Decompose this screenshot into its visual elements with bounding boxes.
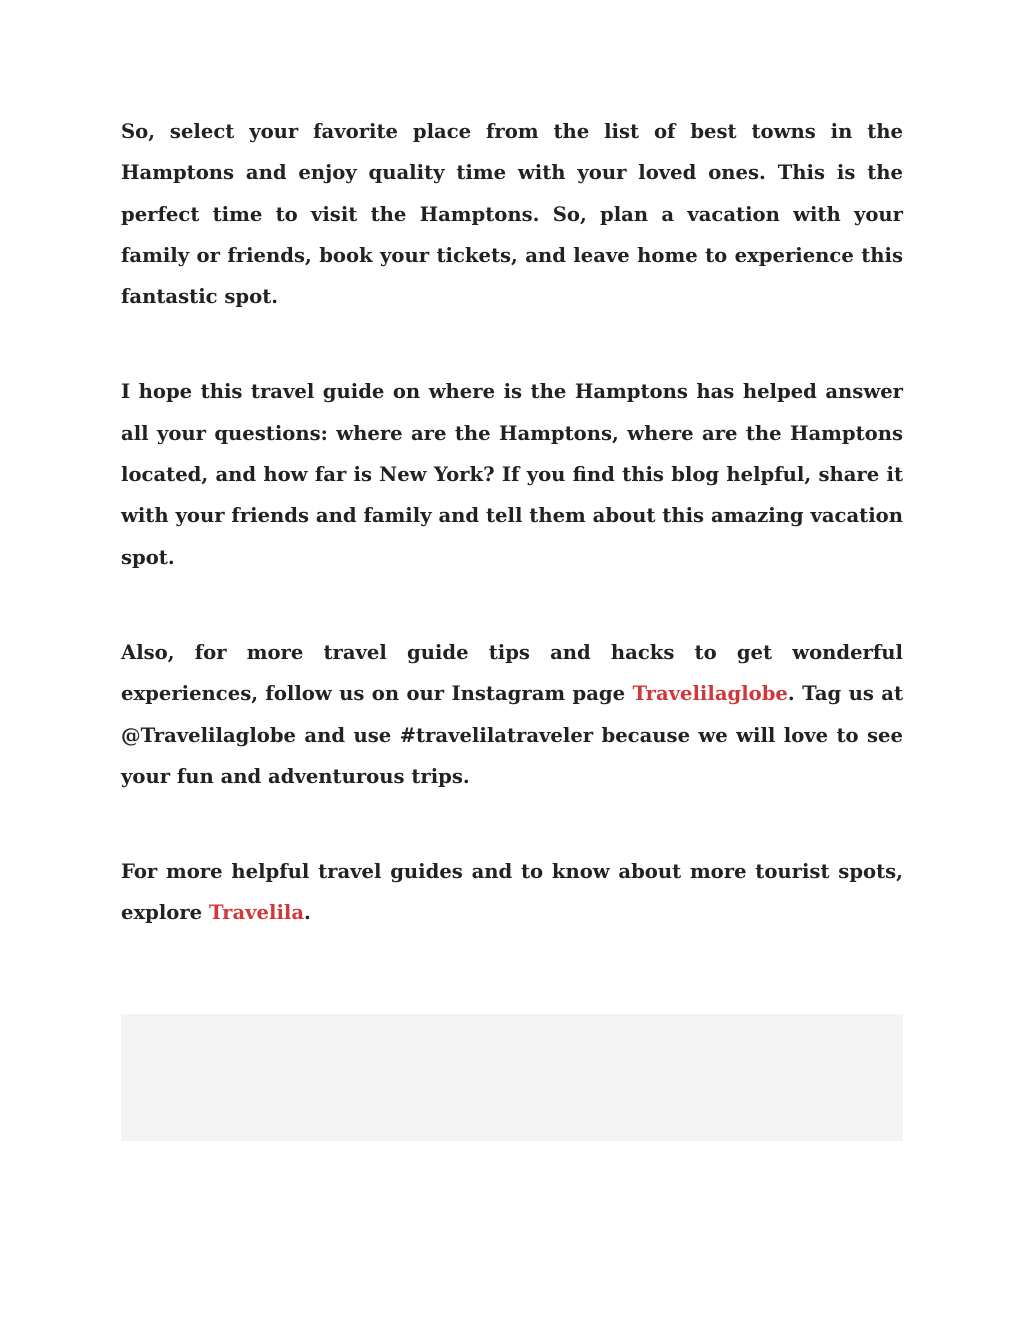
instagram-link[interactable]: Travelilaglobe <box>632 682 788 706</box>
paragraph-instagram <box>121 632 903 797</box>
article-body <box>121 111 903 934</box>
paragraph-guide-summary: I hope this travel guide on where is the Hamptons has helped answer all your questions: where are the Hamptons, where are the Hamptons located, and how far is New York? If you find this blog helpful, share it with your friends and family and tell them about this amazing vacation spot. <box>121 380 903 569</box>
paragraph-instagram-text-after: . Tag us at @Travelilaglobe and use #travelilatraveler because we will love to see your fun and adventurous trips. <box>121 682 903 788</box>
travelila-link[interactable]: Travelila <box>208 901 305 925</box>
paragraph-explore <box>121 851 903 934</box>
paragraph-explore-text-before: For more helpful travel guides and to know about more tourist spots, explore <box>121 860 903 925</box>
paragraph-closing-suggestion: So, select your favorite place from the list of best towns in the Hamptons and enjoy quality time with your loved ones. This is the perfect time to visit the Hamptons. So, plan a vacation with your family or friends, book your tickets, and leave home to experience this fantastic spot. <box>121 120 903 309</box>
content-placeholder-box <box>121 1014 903 1141</box>
paragraph-explore-text-after: . <box>304 901 311 925</box>
paragraph-instagram-text-before: Also, for more travel guide tips and hacks to get wonderful experiences, follow us on our Instagram page <box>121 640 903 706</box>
